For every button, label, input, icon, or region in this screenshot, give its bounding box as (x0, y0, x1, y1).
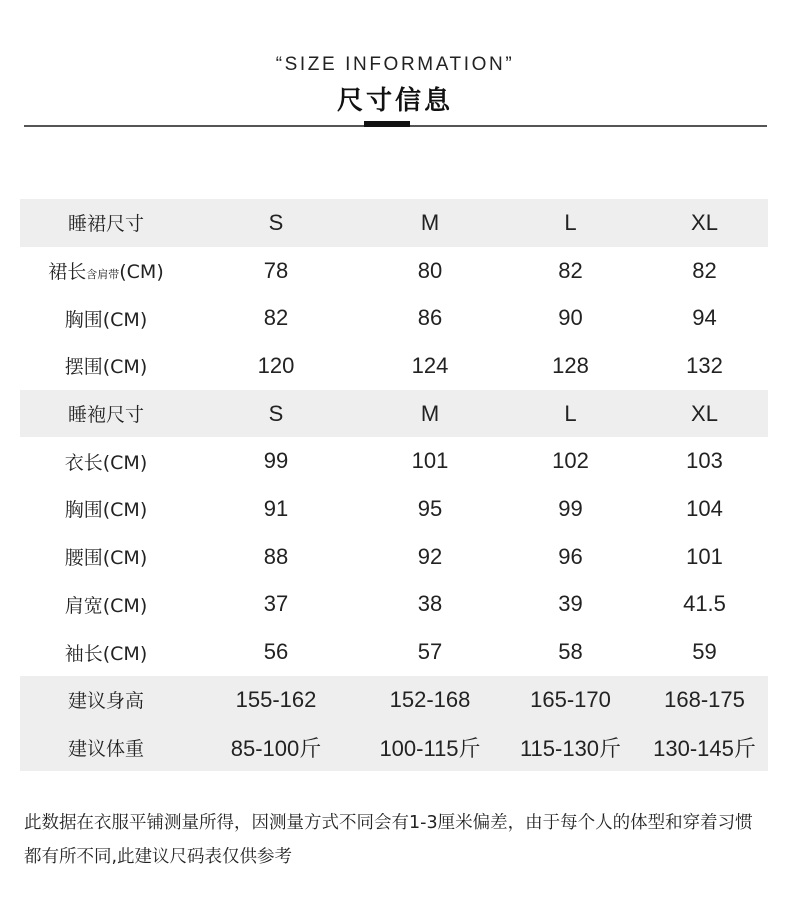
header-cell: XL (641, 199, 768, 247)
header-cell: XL (641, 390, 768, 438)
table-cell: 104 (686, 495, 723, 521)
header-cell: L (500, 199, 641, 247)
table-cell: 38 (417, 591, 443, 617)
header-accent-bar (364, 121, 410, 127)
table-cell: 88 (263, 543, 289, 569)
table-cell: 101 (411, 448, 449, 474)
recommend-row (20, 676, 768, 724)
table-header-row (20, 390, 768, 438)
header-cell: S (192, 390, 360, 438)
table-cell: 58 (558, 639, 583, 665)
table-cell: 82 (558, 257, 583, 283)
table-cell: 101 (686, 543, 723, 569)
row-label: 腰围(CM) (64, 547, 148, 570)
table-cell: 168-175 (641, 676, 768, 724)
header-cell: M (360, 390, 500, 438)
table-cell: 128 (552, 352, 589, 378)
table-cell: 124 (411, 352, 449, 378)
header-cell: S (192, 199, 360, 247)
table-cell: 91 (263, 495, 289, 521)
recommend-row (20, 724, 768, 772)
table-cell: 90 (558, 305, 583, 331)
header-cell: M (360, 199, 500, 247)
table-row (20, 294, 768, 342)
table-cell: 56 (263, 639, 289, 665)
row-label-unit: (CM) (119, 261, 164, 284)
table-cell: 80 (417, 257, 443, 283)
row-label: 建议身高 (20, 676, 192, 724)
table-cell: 37 (263, 591, 289, 617)
table-cell: 155-162 (192, 676, 360, 724)
table-cell: 103 (686, 448, 723, 474)
size-table (20, 199, 768, 771)
table-cell: 132 (686, 352, 723, 378)
row-label: 肩宽(CM) (64, 594, 148, 617)
page-header (0, 0, 790, 140)
table-cell: 92 (417, 543, 443, 569)
table-cell: 130-145斤 (641, 724, 768, 772)
table-cell: 152-168 (360, 676, 500, 724)
table-row (20, 533, 768, 581)
header-cell: 睡裙尺寸 (20, 199, 192, 247)
table-cell: 102 (552, 448, 589, 474)
row-label: 胸围(CM) (64, 308, 148, 331)
table-cell: 115-130斤 (500, 724, 641, 772)
table-row (20, 247, 768, 295)
table-row (20, 485, 768, 533)
table-cell: 86 (417, 305, 443, 331)
table-row (20, 581, 768, 629)
table-cell: 82 (692, 257, 717, 283)
table-row (20, 628, 768, 676)
table-cell: 95 (417, 495, 443, 521)
table-cell: 59 (692, 639, 717, 665)
table-cell: 120 (257, 352, 295, 378)
table-cell: 94 (692, 305, 717, 331)
table-cell: 99 (263, 448, 289, 474)
table-cell: 39 (558, 591, 583, 617)
row-label: 摆围(CM) (64, 356, 148, 379)
table-row (20, 437, 768, 485)
table-cell: 99 (558, 495, 583, 521)
table-cell: 96 (558, 543, 583, 569)
table-cell: 57 (417, 639, 443, 665)
table-cell: 100-115斤 (360, 724, 500, 772)
header-cell: 睡袍尺寸 (20, 390, 192, 438)
table-cell: 165-170 (500, 676, 641, 724)
row-label (20, 247, 192, 295)
row-label: 胸围(CM) (64, 499, 148, 522)
header-cell: L (500, 390, 641, 438)
measurement-note: 此数据在衣服平铺测量所得，因测量方式不同会有1-3厘米偏差，由于每个人的体型和穿着习惯都有所不同,此建议尺码表仅供参考 (24, 813, 753, 867)
title-english: “SIZE INFORMATION” (275, 54, 515, 75)
row-label: 建议体重 (20, 724, 192, 772)
table-row (20, 342, 768, 390)
table-header-row (20, 199, 768, 247)
table-cell: 41.5 (683, 591, 726, 617)
row-label: 袖长(CM) (64, 642, 148, 665)
row-label: 衣长(CM) (64, 451, 148, 474)
table-cell: 82 (263, 305, 289, 331)
row-label-main: 裙长 (48, 261, 87, 284)
title-chinese: 尺寸信息 (336, 86, 453, 116)
table-cell: 85-100斤 (192, 724, 360, 772)
table-cell: 78 (263, 257, 289, 283)
row-label-sub: 含肩带 (86, 268, 120, 282)
